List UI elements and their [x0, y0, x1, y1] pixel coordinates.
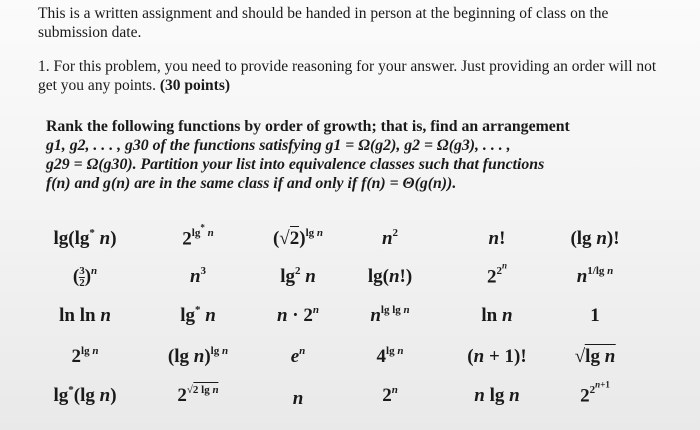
- problem-text: 1. For this problem, you need to provide reasoning for your answer. Just providing an order will not get you any points.: [38, 58, 657, 94]
- rank-line-3: g29 = Ω(g30). Partition your list into equivalence classes such that functions: [46, 156, 545, 173]
- function-cell: $(√2)^{lg n}$: [272, 226, 324, 249]
- function-cell: $2^{√2 lg n}$: [177, 383, 219, 406]
- function-cell: $n^{lg lg n}$: [370, 303, 410, 326]
- function-cell: $2^{2^n}$: [486, 261, 508, 288]
- rank-instructions: [46, 117, 666, 193]
- function-cell: $2^{lg^* n}$: [182, 223, 214, 250]
- function-cell: $2^{2^{n+1}}$: [580, 380, 610, 407]
- function-cell: n!: [488, 228, 506, 249]
- problem-points: (30 points): [159, 77, 231, 94]
- function-cell: $n^{1/lg n}$: [576, 264, 614, 287]
- function-cell: √lg n: [574, 346, 616, 367]
- problem-statement: [38, 57, 658, 95]
- function-cell: ( $\frac{3}{2}$ )$^n$: [72, 264, 98, 290]
- function-cell: 1: [590, 305, 600, 326]
- function-cell: n: [292, 388, 304, 409]
- rank-line-1: Rank the following functions by order of growth; that is, find an arrangement: [46, 118, 570, 135]
- function-cell: lg(n!): [367, 266, 413, 287]
- function-cell: lg*(lg n): [53, 383, 117, 406]
- function-cell: (lg n)$^{lg n}$: [167, 344, 229, 367]
- function-cell: $n \cdot 2^n$: [276, 303, 320, 326]
- intro-text: This is a written assignment and should be handed in person at the beginning of class on the submission date.: [38, 5, 609, 41]
- function-cell: ln ln n: [59, 305, 111, 326]
- rank-line-2: g1, g2, . . . , g30 of the functions satisfying g1 = Ω(g2), g2 = Ω(g3), . . . ,: [46, 137, 511, 154]
- function-cell: $e^n$: [290, 344, 306, 367]
- function-cell: 2$^n$: [382, 383, 398, 406]
- function-cell: (n + 1)!: [467, 346, 527, 367]
- function-cell: $\lg^2 n$: [280, 264, 316, 287]
- function-cell: (lg n)!: [570, 228, 620, 249]
- function-cell: n lg n: [474, 385, 520, 406]
- function-cell: $n^3$: [189, 264, 207, 287]
- functions-grid: [30, 223, 690, 428]
- function-cell: lg(lg* n): [53, 226, 117, 249]
- rank-line-4: f(n) and g(n) are in the same class if and only if f(n) = Θ(g(n)).: [46, 175, 457, 192]
- function-cell: ln n: [481, 305, 513, 326]
- function-cell: $4^{lg n}$: [376, 344, 404, 367]
- function-cell: lg* n: [180, 303, 216, 326]
- function-cell: $n^2$: [381, 226, 399, 249]
- function-cell: $2^{lg n}$: [71, 344, 99, 367]
